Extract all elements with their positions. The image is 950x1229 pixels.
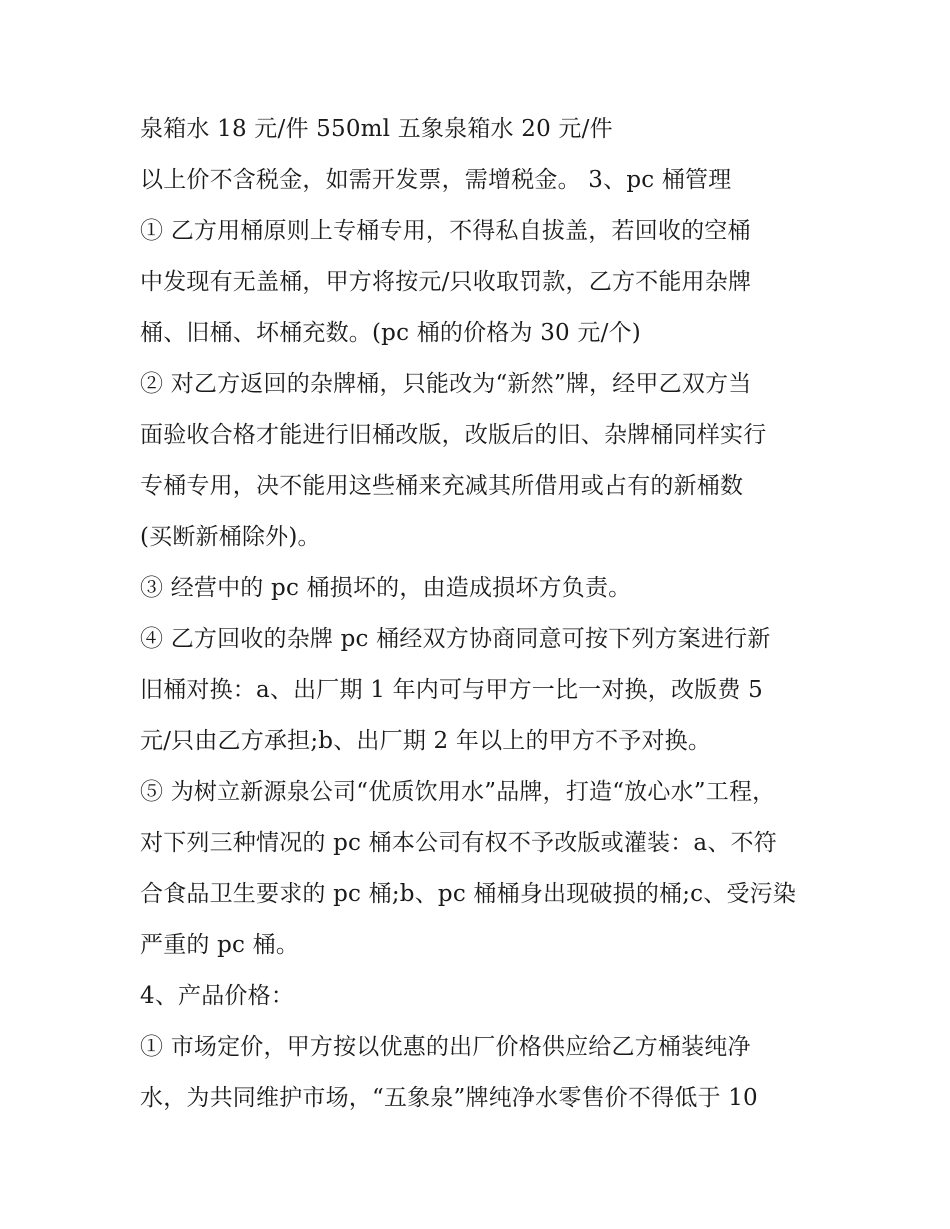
text-line: 以上价不含税金，如需开发票，需增税金。 3、pc 桶管理 <box>140 167 732 193</box>
text-line: 4、产品价格： <box>140 983 295 1009</box>
text-line: 合食品卫生要求的 pc 桶;b、pc 桶桶身出现破损的桶;c、受污染 <box>140 881 797 907</box>
text-line: 桶、旧桶、坏桶充数。(pc 桶的价格为 30 元/个) <box>140 320 641 346</box>
text-line: 专桶专用，决不能用这些桶来充减其所借用或占有的新桶数 <box>140 473 744 499</box>
text-line: 面验收合格才能进行旧桶改版，改版后的旧、杂牌桶同样实行 <box>140 422 767 448</box>
text-line: 旧桶对换：a、出厂期 1 年内可与甲方一比一对换，改版费 5 <box>140 677 763 703</box>
document-body <box>140 109 830 1129</box>
text-line: 中发现有无盖桶，甲方将按元/只收取罚款，乙方不能用杂牌 <box>140 269 752 295</box>
text-line: 水，为共同维护市场，“五象泉”牌纯净水零售价不得低于 10 <box>140 1085 758 1111</box>
text-line: ① 市场定价，甲方按以优惠的出厂价格供应给乙方桶装纯净 <box>140 1034 751 1060</box>
text-line: (买断新桶除外)。 <box>140 524 321 550</box>
text-line: ③ 经营中的 pc 桶损坏的，由造成损坏方负责。 <box>140 575 632 601</box>
text-line: ① 乙方用桶原则上专桶专用，不得私自拔盖，若回收的空桶 <box>140 218 751 244</box>
text-line: ④ 乙方回收的杂牌 pc 桶经双方协商同意可按下列方案进行新 <box>140 626 771 652</box>
text-line: ② 对乙方返回的杂牌桶，只能改为“新然”牌，经甲乙双方当 <box>140 371 752 397</box>
text-line: 对下列三种情况的 pc 桶本公司有权不予改版或灌装：a、不符 <box>140 830 777 856</box>
text-line: 泉箱水 18 元/件 550ml 五象泉箱水 20 元/件 <box>140 116 613 142</box>
text-line: 严重的 pc 桶。 <box>140 932 300 958</box>
text-line: 元/只由乙方承担;b、出厂期 2 年以上的甲方不予对换。 <box>140 728 712 754</box>
text-line: ⑤ 为树立新源泉公司“优质饮用水”品牌，打造“放心水”工程， <box>140 779 776 805</box>
